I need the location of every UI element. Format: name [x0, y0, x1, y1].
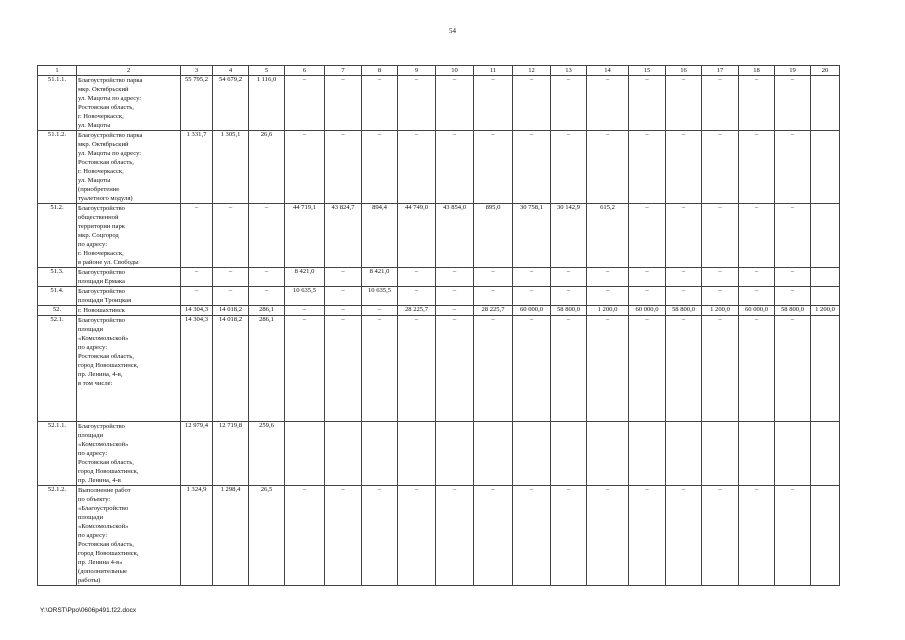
row-number: 51.4. — [38, 287, 77, 306]
value-cell: 44 719,1 — [285, 204, 325, 268]
value-cell: – — [325, 306, 362, 316]
row-name-line: пр. Ленина, 4-в, — [78, 371, 123, 378]
value-cell: – — [474, 287, 513, 306]
value-cell: 55 795,2 — [181, 76, 213, 131]
row-name — [77, 422, 181, 486]
value-cell: – — [775, 204, 811, 268]
value-cell: 26,6 — [249, 131, 285, 204]
row-name — [77, 268, 181, 287]
value-cell: – — [436, 268, 474, 287]
row-name-line: Выполнение работ — [78, 487, 131, 494]
table-row — [38, 131, 840, 204]
row-name-line: Ростовская область, — [78, 541, 134, 548]
value-cell: – — [702, 287, 739, 306]
row-name-line: «Комсомольской» — [78, 441, 129, 448]
value-cell: 1 298,4 — [213, 486, 249, 586]
value-cell — [811, 204, 840, 268]
value-cell: – — [551, 316, 587, 422]
row-name-line: площади — [78, 514, 104, 521]
value-cell: – — [362, 131, 398, 204]
value-cell: – — [666, 316, 702, 422]
value-cell — [285, 422, 325, 486]
value-cell: – — [587, 131, 629, 204]
value-cell: – — [436, 76, 474, 131]
value-cell: – — [739, 287, 775, 306]
value-cell: – — [213, 287, 249, 306]
value-cell: 8 421,0 — [285, 268, 325, 287]
row-name-line: г. Новочеркасск, — [78, 113, 124, 120]
value-cell — [811, 268, 840, 287]
value-cell: – — [775, 268, 811, 287]
value-cell: 14 018,2 — [213, 316, 249, 422]
value-cell: 1 305,1 — [213, 131, 249, 204]
value-cell — [398, 422, 436, 486]
value-cell: – — [362, 306, 398, 316]
value-cell: 1 116,0 — [249, 76, 285, 131]
row-name-line: Благоустройство — [78, 288, 125, 295]
value-cell: – — [702, 486, 739, 586]
row-name-line: г. Новочеркасск, — [78, 250, 124, 257]
row-name-line: работы) — [78, 577, 101, 584]
value-cell: – — [213, 204, 249, 268]
row-name-line: (приобретение — [78, 186, 120, 193]
value-cell: – — [739, 268, 775, 287]
value-cell: – — [513, 131, 551, 204]
column-header: 3 — [181, 66, 213, 76]
row-name-line: мкр. Октябрьский — [78, 141, 129, 148]
value-cell — [811, 422, 840, 486]
value-cell: – — [325, 76, 362, 131]
value-cell: – — [513, 486, 551, 586]
row-name-line: Благоустройство — [78, 205, 125, 212]
value-cell: – — [398, 268, 436, 287]
value-cell: – — [629, 204, 666, 268]
value-cell: – — [249, 268, 285, 287]
value-cell: 43 824,7 — [325, 204, 362, 268]
value-cell: – — [775, 486, 811, 586]
row-name-line: Благоустройство парка — [78, 77, 143, 84]
table-row — [38, 486, 840, 586]
column-header: 2 — [77, 66, 181, 76]
row-name-line: в том числе: — [78, 380, 113, 387]
value-cell: – — [249, 204, 285, 268]
row-number: 51.2. — [38, 204, 77, 268]
value-cell: – — [666, 204, 702, 268]
row-name-line: «Комсомольской» — [78, 335, 129, 342]
value-cell: 14 304,3 — [181, 316, 213, 422]
value-cell: 259,6 — [249, 422, 285, 486]
value-cell: – — [285, 316, 325, 422]
value-cell: – — [325, 131, 362, 204]
value-cell: 12 979,4 — [181, 422, 213, 486]
value-cell: – — [325, 316, 362, 422]
column-header: 9 — [398, 66, 436, 76]
value-cell: – — [474, 131, 513, 204]
row-name — [77, 316, 181, 422]
value-cell: – — [285, 306, 325, 316]
budget-table — [37, 65, 840, 586]
table-row — [38, 268, 840, 287]
value-cell: 60 000,0 — [629, 306, 666, 316]
value-cell: 44 749,0 — [398, 204, 436, 268]
value-cell: 58 800,0 — [666, 306, 702, 316]
row-name-line: площади — [78, 326, 104, 333]
value-cell: – — [513, 287, 551, 306]
value-cell: – — [666, 287, 702, 306]
value-cell: – — [702, 316, 739, 422]
value-cell: 615,2 — [587, 204, 629, 268]
value-cell: – — [775, 287, 811, 306]
value-cell: – — [398, 287, 436, 306]
value-cell: – — [474, 486, 513, 586]
value-cell: 54 679,2 — [213, 76, 249, 131]
row-number: 52. — [38, 306, 77, 316]
value-cell: – — [587, 287, 629, 306]
value-cell: 895,0 — [474, 204, 513, 268]
row-name-line: г. Новошахтинск — [78, 307, 125, 314]
value-cell: 58 800,0 — [551, 306, 587, 316]
value-cell: 28 225,7 — [474, 306, 513, 316]
column-number-row — [38, 66, 840, 76]
value-cell: – — [775, 131, 811, 204]
value-cell: – — [551, 486, 587, 586]
value-cell: – — [285, 131, 325, 204]
row-name-line: «Благоустройство — [78, 505, 129, 512]
row-number: 52.1.2. — [38, 486, 77, 586]
value-cell: – — [325, 287, 362, 306]
value-cell — [666, 422, 702, 486]
table-row — [38, 316, 840, 422]
row-name — [77, 486, 181, 586]
value-cell: – — [739, 76, 775, 131]
value-cell: – — [551, 268, 587, 287]
column-header: 16 — [666, 66, 702, 76]
value-cell: 60 000,0 — [739, 306, 775, 316]
row-name-line: ул. Мацоты — [78, 122, 111, 129]
value-cell: – — [285, 486, 325, 586]
column-header: 4 — [213, 66, 249, 76]
value-cell — [474, 422, 513, 486]
value-cell: – — [362, 76, 398, 131]
row-name-line: город Новошахтинск, — [78, 362, 139, 369]
column-header: 8 — [362, 66, 398, 76]
value-cell: – — [474, 268, 513, 287]
row-name-line: общественной — [78, 214, 119, 221]
value-cell: – — [702, 131, 739, 204]
row-name-line: по адресу: — [78, 344, 108, 351]
row-name-line: Благоустройство — [78, 317, 125, 324]
value-cell: – — [739, 486, 775, 586]
row-name-line: ул. Мацоты по адресу: — [78, 95, 142, 102]
value-cell: 14 304,3 — [181, 306, 213, 316]
page-number: 54 — [449, 27, 456, 35]
value-cell — [436, 422, 474, 486]
value-cell: – — [629, 316, 666, 422]
value-cell: 286,1 — [249, 306, 285, 316]
row-name-line: мкр. Соцгород — [78, 232, 119, 239]
value-cell: – — [739, 204, 775, 268]
row-name-line: пр. Ленина, 4-в — [78, 477, 121, 484]
column-header: 14 — [587, 66, 629, 76]
value-cell: – — [398, 316, 436, 422]
row-name-line: г. Новочеркасск, — [78, 168, 124, 175]
value-cell: – — [666, 76, 702, 131]
row-name-line: площади Ермака — [78, 278, 125, 285]
column-header: 17 — [702, 66, 739, 76]
value-cell: – — [181, 204, 213, 268]
value-cell: 43 854,0 — [436, 204, 474, 268]
value-cell: 1 331,7 — [181, 131, 213, 204]
value-cell: – — [436, 287, 474, 306]
value-cell: – — [702, 268, 739, 287]
value-cell: – — [474, 76, 513, 131]
row-name-line: площади — [78, 432, 104, 439]
row-name-line: ул. Мацоты — [78, 177, 111, 184]
value-cell: – — [325, 486, 362, 586]
value-cell: – — [587, 316, 629, 422]
row-name-line: Ростовская область, — [78, 104, 134, 111]
value-cell: – — [587, 486, 629, 586]
value-cell: – — [629, 287, 666, 306]
value-cell: 1 200,0 — [811, 306, 840, 316]
value-cell: – — [666, 486, 702, 586]
value-cell: 286,1 — [249, 316, 285, 422]
value-cell: – — [513, 76, 551, 131]
table-row — [38, 204, 840, 268]
row-name-line: Благоустройство — [78, 269, 125, 276]
row-name-line: мкр. Октябрьский — [78, 86, 129, 93]
column-header: 18 — [739, 66, 775, 76]
row-name-line: Ростовская область, — [78, 353, 134, 360]
row-name-line: город Новошахтинск, — [78, 468, 139, 475]
row-name-line: Благоустройство — [78, 423, 125, 430]
value-cell — [775, 422, 811, 486]
row-name-line: город Новошахтинск, — [78, 550, 139, 557]
value-cell: – — [775, 76, 811, 131]
value-cell: – — [629, 486, 666, 586]
value-cell: 14 018,2 — [213, 306, 249, 316]
value-cell: – — [739, 316, 775, 422]
value-cell — [739, 422, 775, 486]
row-name-line: по адресу: — [78, 532, 108, 539]
column-header: 15 — [629, 66, 666, 76]
value-cell: – — [775, 316, 811, 422]
value-cell: – — [739, 131, 775, 204]
column-header: 20 — [811, 66, 840, 76]
table-row — [38, 76, 840, 131]
row-name-line: по адресу: — [78, 450, 108, 457]
value-cell: – — [702, 76, 739, 131]
value-cell — [587, 422, 629, 486]
row-name — [77, 131, 181, 204]
value-cell — [811, 287, 840, 306]
value-cell — [325, 422, 362, 486]
row-name — [77, 76, 181, 131]
row-name-line: Благоустройство парка — [78, 132, 143, 139]
value-cell — [811, 131, 840, 204]
value-cell: – — [702, 204, 739, 268]
value-cell — [702, 422, 739, 486]
column-header: 1 — [38, 66, 77, 76]
row-number: 51.1.2. — [38, 131, 77, 204]
table-row — [38, 306, 840, 316]
value-cell: – — [666, 131, 702, 204]
value-cell: 28 225,7 — [398, 306, 436, 316]
row-name — [77, 287, 181, 306]
row-name-line: Ростовская область, — [78, 459, 134, 466]
column-header: 13 — [551, 66, 587, 76]
value-cell: – — [398, 76, 436, 131]
value-cell: – — [629, 131, 666, 204]
value-cell: 894,4 — [362, 204, 398, 268]
column-header: 5 — [249, 66, 285, 76]
column-header: 19 — [775, 66, 811, 76]
value-cell: – — [551, 287, 587, 306]
value-cell: – — [474, 316, 513, 422]
value-cell: 12 719,8 — [213, 422, 249, 486]
value-cell: – — [181, 287, 213, 306]
value-cell: 58 800,0 — [775, 306, 811, 316]
value-cell: 10 635,5 — [285, 287, 325, 306]
value-cell: – — [436, 316, 474, 422]
value-cell — [513, 422, 551, 486]
value-cell: – — [587, 268, 629, 287]
row-name-line: в районе ул. Свободы — [78, 259, 139, 266]
value-cell: 1 324,9 — [181, 486, 213, 586]
value-cell — [551, 422, 587, 486]
value-cell: 1 200,0 — [587, 306, 629, 316]
value-cell: – — [436, 486, 474, 586]
value-cell — [811, 316, 840, 422]
value-cell: 10 635,5 — [362, 287, 398, 306]
value-cell: 30 758,1 — [513, 204, 551, 268]
column-header: 12 — [513, 66, 551, 76]
row-name — [77, 204, 181, 268]
column-header: 6 — [285, 66, 325, 76]
row-number: 52.1.1. — [38, 422, 77, 486]
value-cell: – — [249, 287, 285, 306]
row-name-line: площади Троицкая — [78, 297, 132, 304]
row-name-line: ул. Мацоты по адресу: — [78, 150, 142, 157]
column-header: 11 — [474, 66, 513, 76]
value-cell: 60 000,0 — [513, 306, 551, 316]
value-cell: – — [436, 131, 474, 204]
table-row — [38, 287, 840, 306]
value-cell: – — [666, 268, 702, 287]
value-cell: – — [587, 76, 629, 131]
row-name-line: по объекту: — [78, 496, 111, 503]
row-number: 52.1. — [38, 316, 77, 422]
value-cell: – — [285, 76, 325, 131]
row-number: 51.1.1. — [38, 76, 77, 131]
row-name-line: территории парк — [78, 223, 125, 230]
row-name-line: (дополнительные — [78, 568, 127, 575]
row-name-line: «Комсомольской» — [78, 523, 129, 530]
value-cell — [629, 422, 666, 486]
value-cell — [811, 486, 840, 586]
value-cell: – — [213, 268, 249, 287]
value-cell: – — [551, 76, 587, 131]
value-cell: – — [362, 316, 398, 422]
value-cell: – — [629, 268, 666, 287]
value-cell: – — [398, 131, 436, 204]
value-cell: – — [181, 268, 213, 287]
value-cell: 8 421,0 — [362, 268, 398, 287]
value-cell: 30 142,9 — [551, 204, 587, 268]
value-cell: 26,5 — [249, 486, 285, 586]
column-header: 10 — [436, 66, 474, 76]
value-cell: – — [629, 76, 666, 131]
file-path-footer: Y:\ORST\Ppo\0606p491.f22.docx — [40, 607, 137, 614]
value-cell — [811, 76, 840, 131]
value-cell: – — [513, 268, 551, 287]
value-cell: – — [362, 486, 398, 586]
row-name-line: Ростовская область, — [78, 159, 134, 166]
table-row — [38, 422, 840, 486]
value-cell: – — [436, 306, 474, 316]
row-name-line: по адресу: — [78, 241, 108, 248]
row-number: 51.3. — [38, 268, 77, 287]
row-name — [77, 306, 181, 316]
value-cell: 1 200,0 — [702, 306, 739, 316]
row-name-line: туалетного модуля) — [78, 195, 133, 202]
value-cell: – — [398, 486, 436, 586]
value-cell — [362, 422, 398, 486]
column-header: 7 — [325, 66, 362, 76]
row-name-line: пр. Ленина 4-в» — [78, 559, 123, 566]
value-cell: – — [551, 131, 587, 204]
value-cell: – — [513, 316, 551, 422]
value-cell: – — [325, 268, 362, 287]
